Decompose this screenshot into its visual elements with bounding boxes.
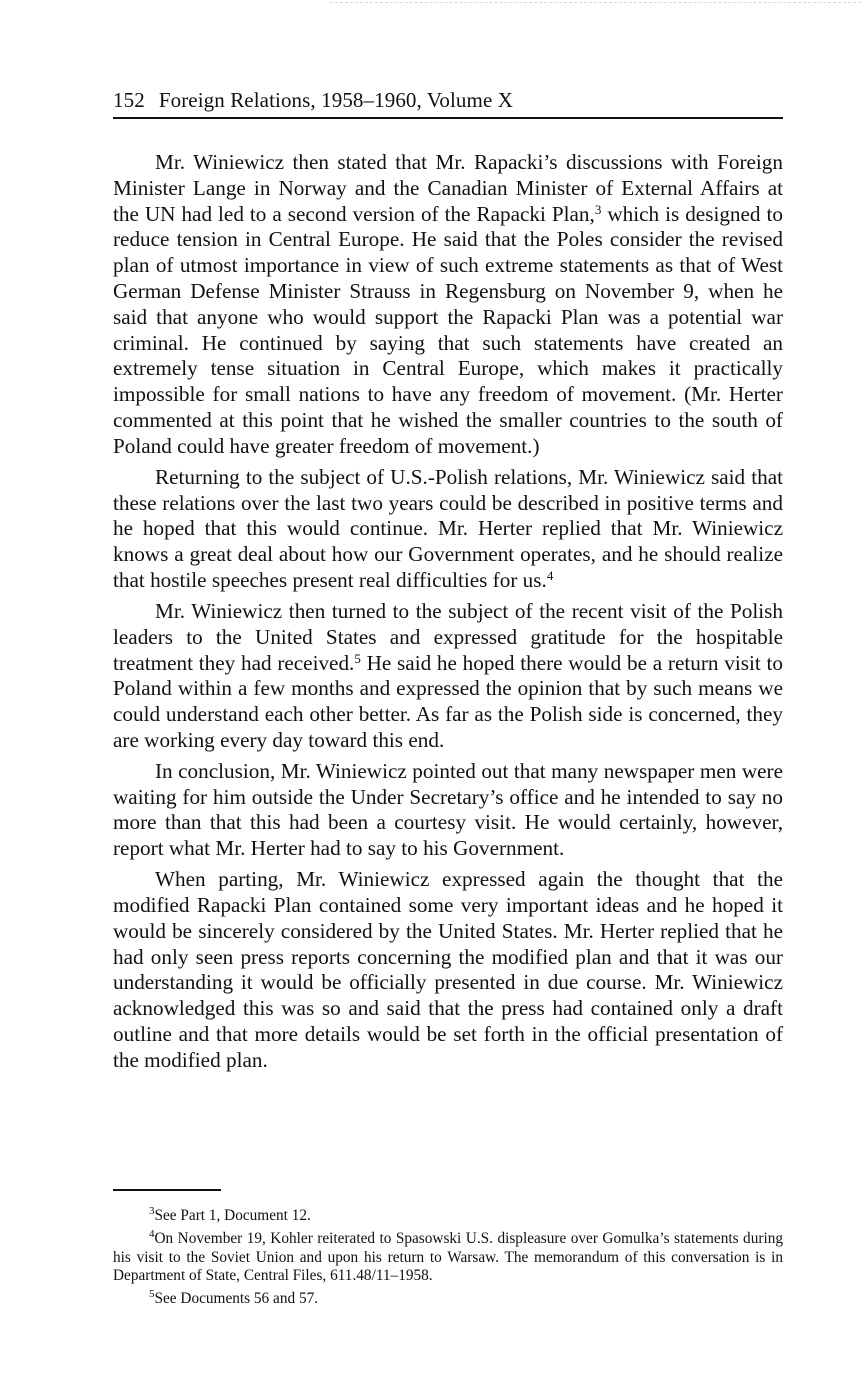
footnote-ref-5: 5 (354, 650, 361, 666)
header-rule (113, 117, 783, 119)
footnote-3 (113, 1207, 783, 1226)
footnote-text: See Part 1, Document 12. (154, 1207, 311, 1224)
footnote-marker: 3 (149, 1205, 155, 1217)
running-head (113, 86, 783, 114)
footnotes (113, 1207, 783, 1313)
footnote-5 (113, 1290, 783, 1309)
paragraph-1: Mr. Winiewicz then stated that Mr. Rapacki’s discussions with Foreign Minister Lange in Norway and the Canadian Minister of External Affairs at the UN had led to a second version of the Rapacki Plan,$^3$ which is designed to reduce tension in Central Europe. He said that the Poles consider the revised plan of utmost importance in view of such extreme statements as that of West German Defense Minister Strauss in Regensburg on November 9, when he said that anyone who would support the Rapacki Plan was a potential war criminal. He continued by saying that such statements have created an extremely tense situation in Central Europe, which makes it practically impossible for small nations to have any freedom of movement. (Mr. Herter commented at this point that he wished the smaller countries to the south of Poland could have greater freedom of movement.) (113, 150, 783, 458)
paragraph-5: When parting, Mr. Winiewicz expressed again the thought that the modified Rapacki Plan contained some very important ideas and he hoped it would be sincerely considered by the United States. Mr. Herter replied that he had only seen press reports concerning the modified plan and that it was our understanding it would be officially presented in due course. Mr. Winiewicz acknowledged this was so and said that the press had contained only a draft outline and that more details would be set forth in the official presentation of the modified plan. (113, 867, 783, 1072)
footnote-ref-4: 4 (546, 567, 554, 583)
footnote-4 (113, 1227, 783, 1286)
footnote-marker: 5 (149, 1288, 155, 1301)
body-text (113, 150, 783, 1079)
scan-top-edge (330, 2, 861, 3)
footnote-text: See Documents 56 and 57. (154, 1290, 319, 1308)
volume-title: Foreign Relations, 1958–1960, Volume X (158, 88, 513, 112)
paragraph-3: Mr. Winiewicz then turned to the subject of the recent visit of the Polish leaders to the United States and expressed gratitude for the hospitable treatment they had received.$^5$ He said he hoped there would be a return visit to Poland within a few months and expressed the opinion that by such means we could understand each other better. As far as the Polish side is concerned, they are working every day toward this end. (113, 598, 783, 752)
paragraph-2: Returning to the subject of U.S.-Polish relations, Mr. Winiewicz said that these relations over the last two years could be described in positive terms and he hoped that this would continue. Mr. Herter replied that Mr. Winiewicz knows a great deal about how our Government operates, and he should realize that hostile speeches present real difficulties for us.$^4$ (113, 464, 783, 592)
footnote-ref-3: 3 (594, 201, 602, 217)
page-number: 152 (113, 88, 145, 112)
paragraph-4: In conclusion, Mr. Winiewicz pointed out that many newspaper men were waiting for him outside the Under Secretary’s office and he intended to say no more than that this had been a courtesy visit. He would certainly, however, report what Mr. Herter had to say to his Government. (113, 758, 783, 861)
footnote-text: On November 19, Kohler reiterated to Spasowski U.S. displeasure over Gomulka’s statements during his visit to the Soviet Union and upon his return to Warsaw. The memorandum of this conversation is in Department of State, Central Files, 611.48/11–1958. (113, 1229, 783, 1285)
footnote-rule (113, 1189, 221, 1191)
footnote-marker: 4 (149, 1227, 155, 1240)
